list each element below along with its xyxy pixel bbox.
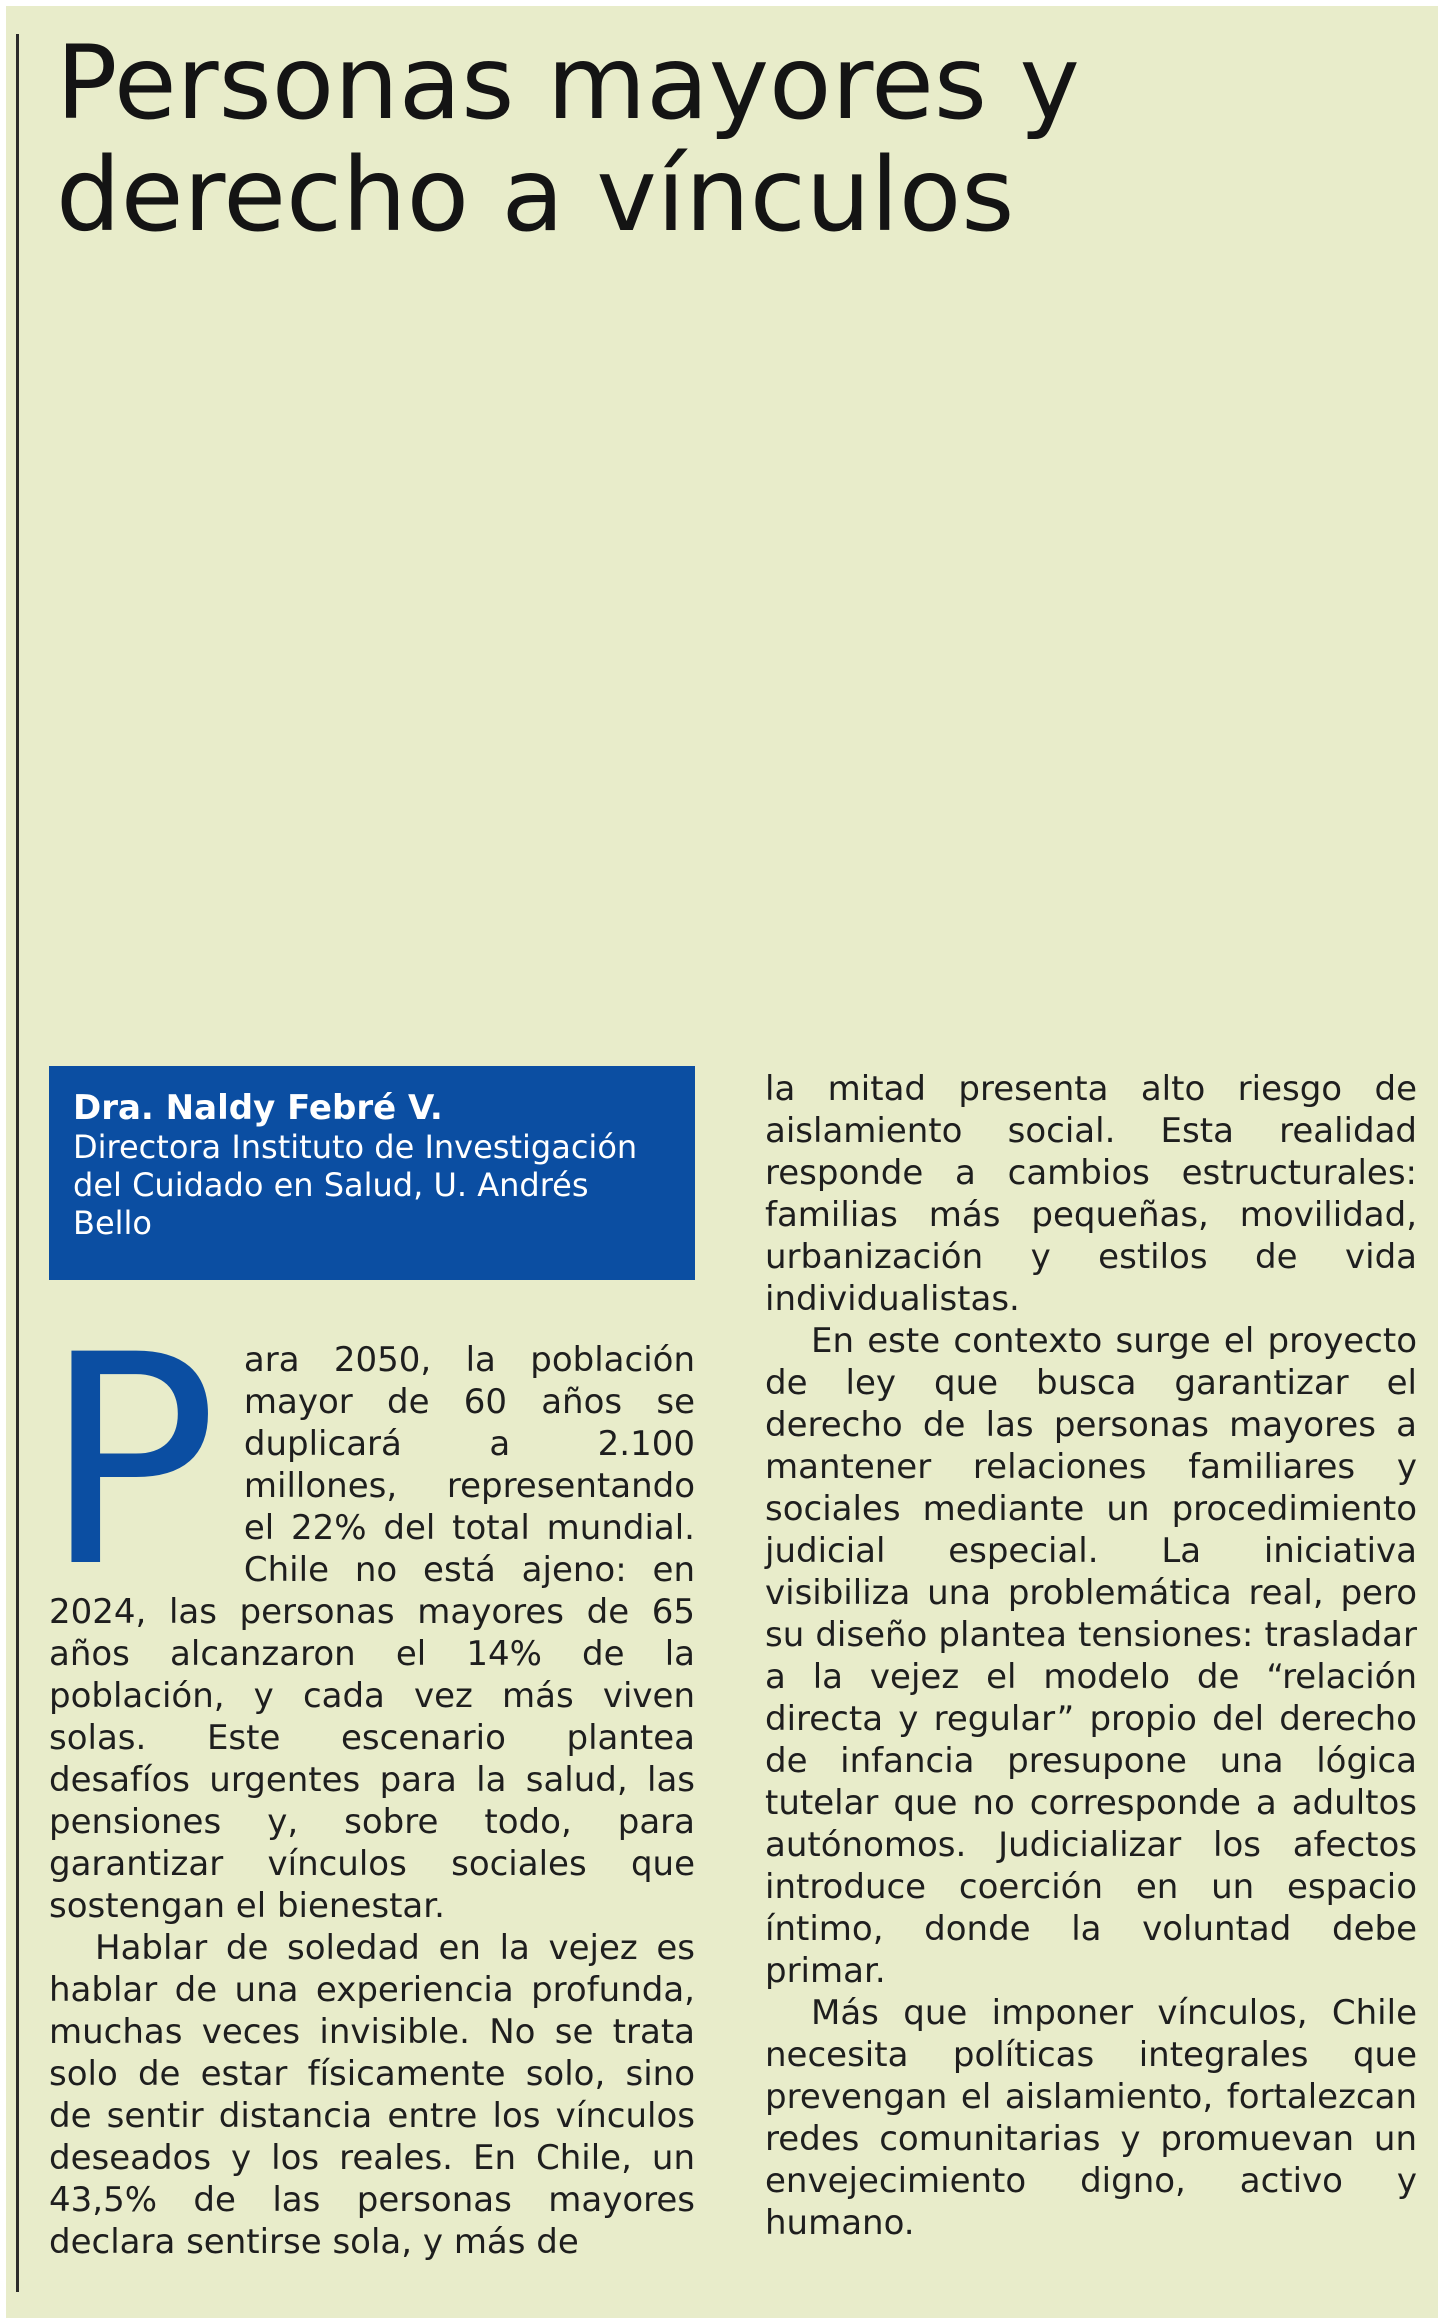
- author-role: Directora Instituto de Investigación del Cuidado en Salud, U. Andrés Bello: [73, 1128, 638, 1242]
- right-column: [765, 1068, 1417, 2244]
- paragraph-2-start: Hablar de soledad en la vejez es hablar de una experiencia profunda, muchas veces invisible. No se trata solo de estar físicamente solo, sino de sentir distancia entre los vínculos deseados y los reales. En Chile, un 43,5% de las personas mayores declara sentirse sola, y más de: [49, 1928, 695, 2262]
- paragraph-4: Más que imponer vínculos, Chile necesita políticas integrales que prevengan el aislamiento, fortalezcan redes comunitarias y promuevan un envejecimiento digno, activo y humano.: [765, 1993, 1417, 2243]
- left-rule-divider: [16, 34, 19, 2292]
- article-page: [6, 6, 1438, 2318]
- left-column: [43, 1294, 695, 2263]
- drop-cap: P: [43, 1294, 218, 1631]
- paragraph-1: ara 2050, la población mayor de 60 años se duplicará a 2.100 millones, representando el 22% del total mundial. Chile no está ajeno: en 2024, las personas mayores de 65 años alcanzaron el 14% de la población, y cada vez más viven solas. Este escenario plantea desafíos urgentes para la salud, las pensiones y, sobre todo, para garantizar vínculos sociales que sostengan el bienestar.: [49, 1340, 695, 1926]
- paragraph-2-continued: la mitad presenta alto riesgo de aislamiento social. Esta realidad responde a cambios estructurales: familias más pequeñas, movilidad, urbanización y estilos de vida individualistas.: [765, 1069, 1417, 1319]
- author-box: [49, 1066, 695, 1280]
- paragraph-3: En este contexto surge el proyecto de ley que busca garantizar el derecho de las personas mayores a mantener relaciones familiares y sociales mediante un procedimiento judicial especial. La iniciativa visibiliza una problemática real, pero su diseño plantea tensiones: trasladar a la vejez el modelo de “relación directa y regular” propio del derecho de infancia presupone una lógica tutelar que no corresponde a adultos autónomos. Judicializar los afectos introduce coerción en un espacio íntimo, donde la voluntad debe primar.: [765, 1321, 1417, 1991]
- author-name: Dra. Naldy Febré V.: [73, 1088, 443, 1128]
- article-title: Personas mayores y derecho a vínculos: [56, 24, 1080, 255]
